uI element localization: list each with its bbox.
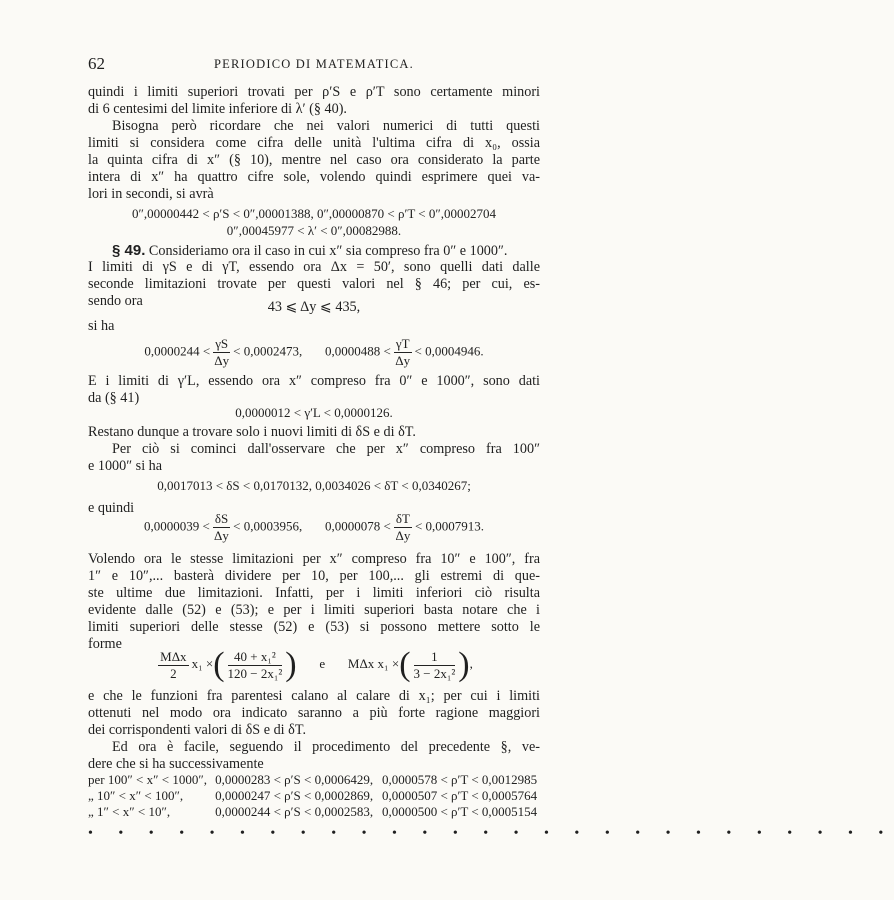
- running-title: PERIODICO DI MATEMATICA.: [214, 57, 414, 71]
- text-line: Ed ora è facile, seguendo il procedimento del precedente §, ve-: [112, 739, 540, 755]
- text-line: la quinta cifra di x″ (§ 10), mentre nel caso ora considerato la parte: [88, 152, 540, 168]
- fraction: $\frac{1}{\text{3 − 2x₁²}}$: [413, 648, 456, 681]
- text-line: e quindi: [88, 500, 135, 516]
- formula-lambda-limits: 0″,00045977 < λ′ < 0″,00082988.: [226, 223, 402, 238]
- text-line: sendo ora: [88, 293, 143, 309]
- text-line: si ha: [88, 318, 115, 334]
- formula-delta-ratios: 0,0000039 < $\frac{\delta S}{\Delta y}$ < 0,0003956, 0,0000078 < $\frac{\delta T}{\Delta y}$ < 0,0007913.: [143, 511, 485, 543]
- fraction: $\frac{\text{MΔx}}{2}$: [160, 648, 187, 681]
- table-row: „ 1″ < x″ < 10″, 0,0000244 < ρ′S < 0,0002583, 0,0000500 < ρ′T < 0,0005154: [88, 804, 538, 819]
- formula-forms: $\frac{\text{MΔx}}{2}$ x₁ ×( $\frac{\text{40 + x₁²}}{\text{120 − 2x₁²}}$ ) e MΔx x₁ ×( $\frac{1}{\text{3 − 2x₁²}}$ ),: [160, 646, 473, 684]
- text-line: quindi i limiti superiori trovati per ρ′S e ρ′T sono certamente minori: [88, 84, 540, 100]
- text-line: ste ultime due limitazioni. Infatti, per i limiti inferiori ciò risulta: [88, 585, 540, 601]
- formula-rho-limits: 0″,00000442 < ρ′S < 0″,00001388, 0″,00000870 < ρ′T < 0″,00002704: [131, 206, 497, 221]
- text-line: E i limiti di γ′L, essendo ora x″ compreso fra 0″ e 1000″, sono dati: [88, 373, 540, 389]
- formula-gamma-ratios: 0,0000244 < $\frac{\gamma S}{\Delta y}$ < 0,0002473, 0,0000488 < $\frac{\gamma T}{\Delta y}$ < 0,0004946.: [144, 336, 484, 368]
- fraction: $\frac{\delta S}{\Delta y}$: [214, 511, 229, 543]
- text-line: Bisogna però ricordare che nei valori numerici di tutti questi: [112, 118, 540, 134]
- fraction: $\frac{\gamma S}{\Delta y}$: [214, 336, 230, 368]
- text-line: ottenuti nel modo ora indicato saranno a più forte ragione maggiori: [88, 705, 540, 721]
- text-line: e che le funzioni fra parentesi calano al calare di x₁; per cui i limiti: [88, 688, 540, 704]
- text-line: Consideriamo ora il caso in cui x″ sia compreso fra 0″ e 1000″.: [145, 243, 508, 259]
- formula-gamma-L: 0,0000012 < γ′L < 0,0000126.: [235, 405, 393, 420]
- fraction: $\frac{\delta T}{\Delta y}$: [395, 511, 411, 543]
- section-number: § 49.: [112, 242, 146, 259]
- text-line: Per ciò si cominci dall'osservare che per x″ compreso fra 100″: [112, 441, 540, 457]
- text-line: da (§ 41): [88, 390, 140, 406]
- fraction: $\frac{\gamma T}{\Delta y}$: [395, 336, 411, 368]
- results-table: [88, 772, 540, 820]
- table-row: „ 10″ < x″ < 100″, 0,0000247 < ρ′S < 0,0002869, 0,0000507 < ρ′T < 0,0005764: [88, 788, 538, 803]
- text-line: di 6 centesimi del limite inferiore di λ′ (§ 40).: [88, 101, 347, 117]
- formula-delta-y: 43 ⩽ Δy ⩽ 435,: [267, 299, 361, 315]
- page-number: 62: [88, 54, 105, 73]
- table-row: per 100″ < x″ < 1000″, 0,0000283 < ρ′S < 0,0006429, 0,0000578 < ρ′T < 0,0012985: [88, 772, 538, 787]
- fraction: $\frac{\text{40 + x₁²}}{\text{120 − 2x₁²}}$: [227, 648, 283, 681]
- formula-delta-limits: 0,0017013 < δS < 0,0170132, 0,0034026 < δT < 0,0340267;: [157, 478, 471, 493]
- text-line: limiti si considera come cifra delle unità l'ultima cifra di x₀, ossia: [88, 135, 540, 151]
- text-line: 1″ e 10″,... basterà dividere per 10, per 100,... gli estremi di que-: [88, 568, 540, 584]
- text-line: intera di x″ ha quattro cifre sole, volendo quindi esprimere quei va-: [88, 169, 540, 185]
- text-line: Restano dunque a trovare solo i nuovi limiti di δS e di δT.: [88, 424, 416, 440]
- text-line: limiti superiori delle stesse (52) e (53) si possono mettere sotto le: [88, 619, 540, 635]
- text-line: dei corrispondenti valori di δS e di δT.: [88, 722, 306, 738]
- text-line: evidente dalle (52) e (53); e per i limiti superiori basta notare che i: [88, 602, 540, 618]
- text-line: seconde limitazioni trovate per questi valori nel § 46; per cui, es-: [88, 276, 540, 292]
- text-line: I limiti di γS e di γT, essendo ora Δx = 50′, sono quelli dati dalle: [88, 259, 540, 275]
- text-line: dere che si ha successivamente: [88, 756, 264, 772]
- text-line: forme: [88, 636, 122, 652]
- section-49-line: [88, 242, 540, 260]
- text-line: Volendo ora le stesse limitazioni per x″ compreso fra 10″ e 100″, fra: [88, 551, 540, 567]
- page-header: [88, 54, 540, 74]
- text-line: e 1000″ si ha: [88, 458, 163, 474]
- dot-leader: • • • • • • • • • • • • • • • • • • • • • • • • • • •: [88, 826, 894, 841]
- text-line: lori in secondi, si avrà: [88, 186, 214, 202]
